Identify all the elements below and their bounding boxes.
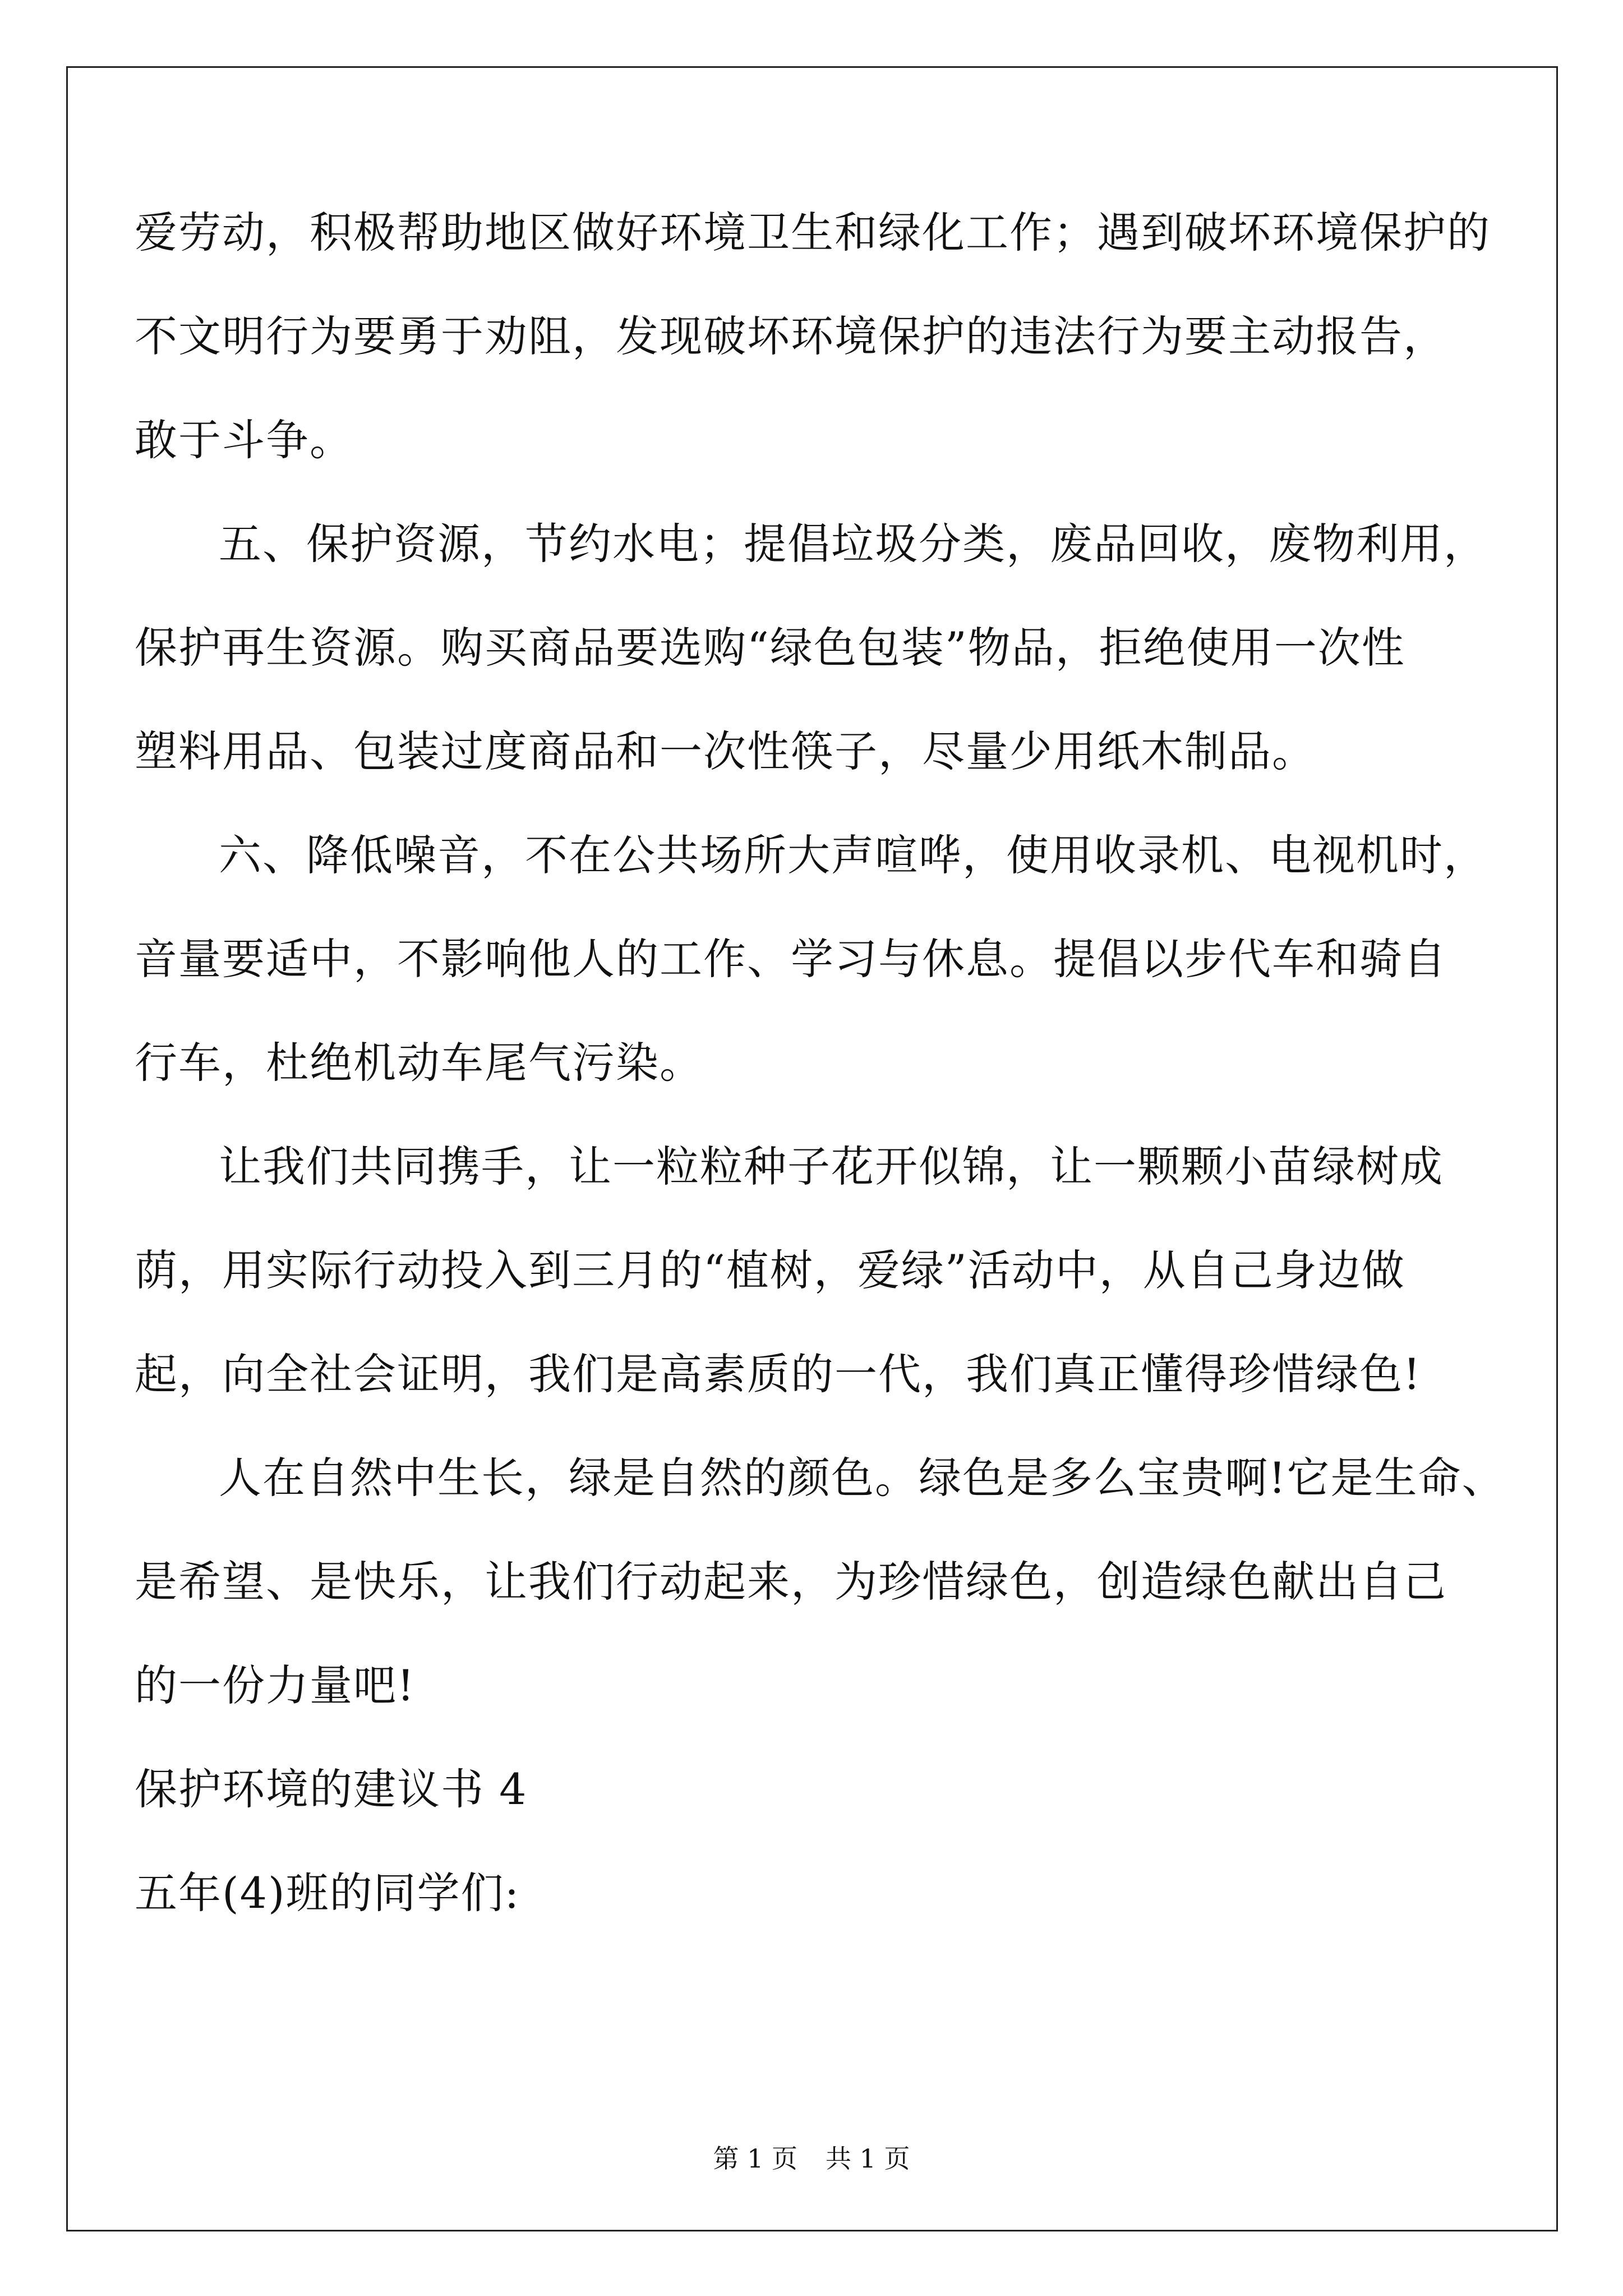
page-footer [0,2142,1623,2175]
paragraph-start-line: 让我们共同携手，让一粒粒种子花开似锦，让一颗颗小苗绿树成 [219,1142,1444,1191]
paragraph-start-line: 人在自然中生长，绿是自然的颜色。绿色是多么宝贵啊!它是生命、 [219,1453,1506,1503]
text-line: 音量要适中，不影响他人的工作、学习与休息。提倡以步代车和骑自 [135,934,1447,984]
text-line: 塑料用品、包装过度商品和一次性筷子，尽量少用纸木制品。 [135,726,1316,776]
paragraph-start-line: 五、保护资源，节约水电；提倡垃圾分类，废品回收，废物利用， [219,519,1487,569]
text-line: 行车，杜绝机动车尾气污染。 [135,1038,703,1088]
paragraph-start-line: 六、降低噪音，不在公共场所大声喧哗，使用收录机、电视机时， [219,830,1487,880]
text-line: 荫，用实际行动投入到三月的“植树，爱绿”活动中，从自己身边做 [135,1245,1405,1295]
text-line: 是希望、是快乐，让我们行动起来，为珍惜绿色，创造绿色献出自己 [135,1557,1447,1607]
text-line: 不文明行为要勇于劝阻，发现破坏环境保护的违法行为要主动报告， [135,311,1447,361]
page-total: 共 1 页 [826,2143,910,2174]
section-title: 保护环境的建议书 4 [135,1764,528,1814]
text-line: 起，向全社会证明，我们是高素质的一代，我们真正懂得珍惜绿色! [135,1349,1422,1399]
text-line: 爱劳动，积极帮助地区做好环境卫生和绿化工作；遇到破坏环境保护的 [135,208,1491,257]
page-number: 第 1 页 [713,2143,797,2174]
salutation: 五年(4)班的同学们: [135,1868,520,1918]
text-line: 保护再生资源。购买商品要选购“绿色包装”物品，拒绝使用一次性 [135,623,1405,673]
text-line: 的一份力量吧! [135,1660,416,1710]
text-line: 敢于斗争。 [135,415,353,465]
